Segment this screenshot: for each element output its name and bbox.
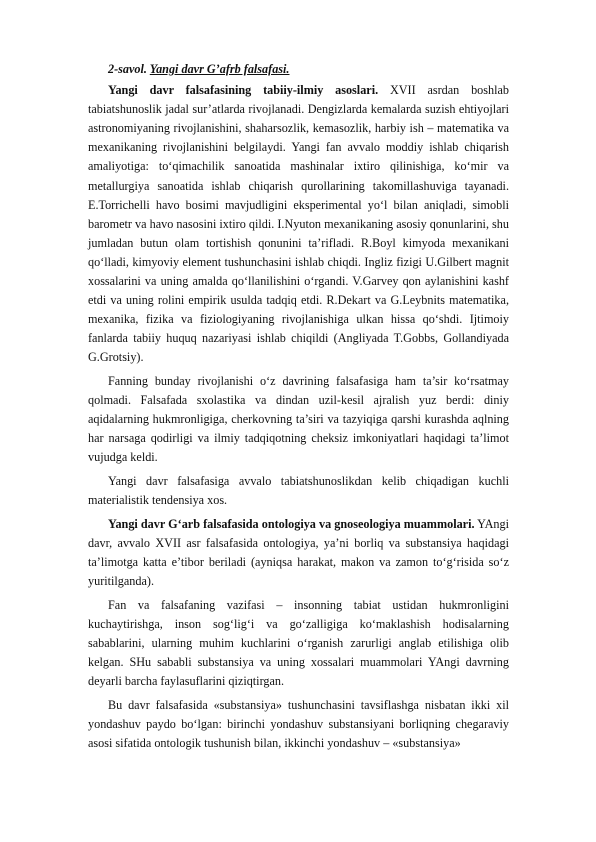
paragraph-ontology-gnoseology (88, 515, 509, 591)
paragraph-text: YAngi davr, avvalo XVII asr falsafasida ontologiya, ya’ni borliq va substansiya haqidagi ta’limotga katta e’tibor beriladi (ayniqsa harakat, makon va zamon to‘g‘risida so‘z yuritilganda). (88, 516, 510, 588)
paragraph-text: XVII asrdan boshlab tabiatshunoslik jadal sur’atlarda rivojlanadi. Dengizlarda kemalarda suzish ehtiyojlari astronomiyaning rivojlanishini, shaharsozlik, kemasozlik, harbiy ish – matematika va mexanikaning rivojlanishini belgilaydi. Yangi fan avvalo moddiy ishlab chiqarish amaliyotiga: to‘qimachilik sanoatida mashinalar ixtiro qilinishiga, ko‘mir va metallurgiya sanoatida ishlab chiqarish qurollarining takomillashuviga tayanadi. E.Torrichelli havo bosimi mavjudligini eksperimental yo‘l bilan aniqladi, simobli barometr va havo nasosini ixtiro qildi. I.Nyuton mexanikaning asosiy qonunlarini, shu jumladan butun olam tortishish qonunini ta’rifladi. R.Boyl kimyoda mexanikani qo‘lladi, kimyoviy element tushunchasini ishlab chiqdi. Ingliz fizigi U.Gilbert magnit xossalarini va uning amalda qo‘llanilishini o‘rgandi. V.Garvey qon aylanishini kashf etdi va uning rolini empirik usulda tadqiq etdi. R.Dekart va G.Leybnits matematika, mexanika, fizika va fiziologiyaning rivojlanishiga ulkan hissa qo‘shdi. Ijtimoiy fanlarda tabiiy huquq nazariyasi ishlab chiqildi (Angliyada T.Gobbs, Gollandiyada G.Grotsiy). (88, 83, 509, 365)
paragraph-philosophy-influence (88, 372, 509, 467)
question-number: 2-savol. (108, 62, 147, 76)
section-heading (88, 60, 509, 79)
paragraph-science-task (88, 596, 509, 691)
paragraph-text: Fan va falsafaning vazifasi – insonning tabiat ustidan hukmronligini kuchaytirishga, inson sog‘lig‘i va go‘zalligiga ko‘maklashish hodisalarning sabablarini, ularning muhim kuchlarini o‘rganish zarurligi anglab etilishiga olib kelgan. SHu sababli substansiya va uning xossalari muammolari YAngi davrning deyarli barcha faylasuflarini qiziqtirgan. (88, 597, 509, 688)
paragraph-text: Yangi davr falsafasiga avvalo tabiatshunoslikdan kelib chiqadigan kuchli materialistik tendensiya xos. (88, 473, 509, 508)
paragraph-materialist-tendency (88, 472, 509, 510)
paragraph-substance-approaches (88, 696, 509, 753)
section-title: Yangi davr G’afrb falsafasi. (149, 62, 290, 76)
paragraph-text: Fanning bunday rivojlanishi o‘z davrining falsafasiga ham ta’sir ko‘rsatmay qolmadi. Falsafada sxolastika va dindan uzil-kesil ajralish yuz berdi: diniy aqidalarning hukmronligiga, cherkovning ta’siri va tazyiqiga qarshi kurashda aqlning har narsaga qodirligi va ilmiy tadqiqotning cheksiz imkoniyatlari haqidagi ta’limot vujudga keldi. (88, 374, 509, 465)
paragraph-text: Bu davr falsafasida «substansiya» tushunchasini tavsiflashga nisbatan ikki xil yondashuv paydo bo‘lgan: birinchi yondashuv substansiyani borliqning chegaraviy asosi sifatida ontologik tushunish bilan, ikkinchi yondashuv – «substansiya» (88, 697, 509, 750)
paragraph-lead: Yangi davr falsafasining tabiiy-ilmiy asoslari. (108, 83, 379, 98)
paragraph-lead: Yangi davr G‘arb falsafasida ontologiya va gnoseologiya muammolari. (108, 516, 475, 531)
paragraph-natural-science-foundations (88, 81, 509, 367)
document-page (88, 60, 509, 757)
